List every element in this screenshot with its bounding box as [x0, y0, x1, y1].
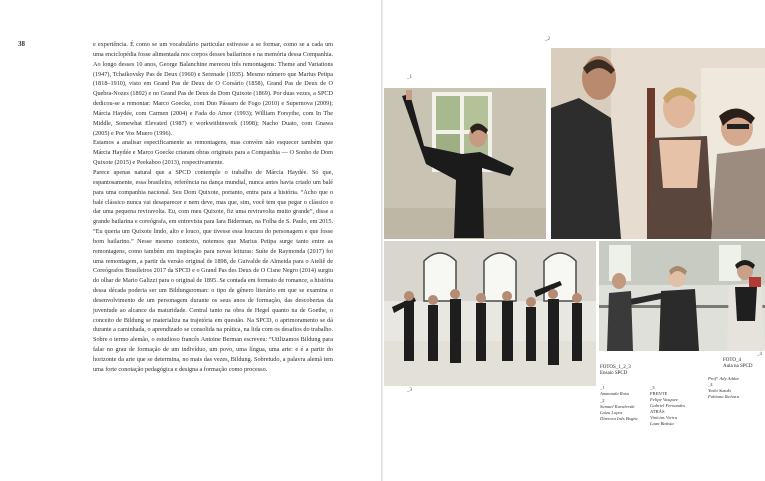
photo-4-label: _4	[757, 352, 762, 357]
caption-3-name: Vinícius Vieira	[650, 415, 678, 420]
caption-3-num: _3	[650, 385, 655, 390]
caption-3-lead: FRENTE	[650, 391, 668, 396]
caption-3-name: Luan Batista	[650, 421, 674, 426]
caption-2-name: Luiza Lopes	[600, 410, 623, 415]
caption-head-photo-4	[723, 358, 752, 370]
caption-head-photo-4-sub: Aula na SPCD	[723, 364, 753, 369]
caption-3-name: Felipe Vasquez	[650, 397, 678, 402]
body-text	[93, 40, 333, 375]
photo-2-label: _2	[545, 37, 550, 42]
caption-head-photos-123-sub: Ensaio SPCD	[600, 371, 628, 376]
photo-1-dancer-raised-arm	[384, 88, 546, 239]
caption-head-photo-4-title: FOTO_4	[723, 358, 741, 363]
caption-4	[708, 376, 739, 400]
caption-head-photos-123-title: FOTOS_1_2_3	[600, 365, 631, 370]
caption-2-name: Diretora Inês Bogéa	[600, 416, 638, 421]
page-gutter	[381, 0, 383, 481]
caption-3	[650, 385, 685, 427]
paragraph-1: e experiência. É como se um vocabulário particular estivesse a se formar, como se a cada um uma enciclopédia fosse alimentada nos corpos desses bailarinos e na memória dessa Companhia. Ao longo desses 10 anos, George Balanchine mereceu três remontagens: Theme and Variations (1947), Tchaikovsky Pas de Deux (1960) e Serenade (1935). Mesmo número que Marius Petipa (1818–1910), visto em Grand Pas de Deux de O Corsário (1858), Grand Pas de Deux de O Quebra-Nozes (1892) e no Grand Pas de Deux de Dom Quixote (1869). Por duas vezes, a SPCD dedicou-se a remontar: Marco Goecke, com Duo Pássaro de Fogo (2010) e Supernova (2009); Márcia Haydée, com Carmen (2004) e Fada do Amor (1993); William Forsythe, com In The Middle, Somewhat Elevated (1987) e workwithinwork (1998); Nacho Duato, com Gnawa (2005) e Por Vos Muero (1996).	[93, 41, 333, 137]
caption-2-name: Samuel Kavalerski	[600, 404, 635, 409]
caption-4-num: _4	[708, 382, 713, 387]
caption-head-photos-123	[600, 365, 631, 377]
caption-4-name: Fabiana Ikehara	[708, 394, 740, 399]
photo-1-label: _1	[407, 75, 412, 80]
photo-3-studio-rehearsal	[384, 241, 596, 386]
photo-3-label: _3	[407, 388, 412, 393]
caption-1-num: _1	[600, 385, 605, 390]
photo-4-class-barre	[599, 241, 765, 351]
caption-2	[600, 398, 638, 422]
caption-4-lead: Profª. Ady Addor	[708, 376, 740, 381]
caption-1-name: Ammanda Rosa	[600, 391, 629, 396]
caption-3-name: Gabriel Fernandes	[650, 403, 686, 408]
photo-2-group-rehearsal	[551, 48, 765, 239]
caption-3-name: ATRÁS	[650, 409, 665, 414]
caption-4-name: Yoshi Suzuki	[708, 388, 731, 393]
page-number: 38	[18, 40, 25, 48]
paragraph-3: Parece apenas natural que a SPCD contemple o trabalho de Márcia Haydée. Só que, espantosamente, essa brasileira, referência na dança mundial, nunca antes havia criado um balé para uma companhia nacional. Seu Dom Quixote, portanto, entra para a história. “Acho que o balé clássico nunca vai desaparecer e nem deve, mas que, sim, você tem que pegar o clássico e dar uma pequena reviravolta. Eu, com meu Quixote, fiz uma reviravolta muito grande”, disse a grande bailarina e coreógrafa, em entrevista para Iara Biderman, na Folha de S. Paulo, em 2015. “Eu queria um Quixote lindo, alto e louco, que tivesse essa loucura do personagem e que fosse bom bailarino.” Nesse mesmo contexto, notemos que Marius Petipa surge tanto entre as remontagens, como também em inspiração para novas leituras: Suíte de Raymonda (2017) foi uma remontagem, a partir da versão original de 1898, de Guivalde de Almeida para o Ateliê de Coreógrafos Brasileiros 2017 da SPCD e o Grand Pas des Deux de O Cisne Negro (2014) surgiu do olhar de Mario Galizzi para o original de 1895. Se contada em formato de romance, a história dessa década poderia ser um Bildungsroman: o tipo de gênero literário em que se examina o desenvolvimento de um personagem durante os seus anos de formação, das descobertas da juventude ao alcance da maturidade. Central tanto na obra de Hegel quanto na de Goethe, o conceito de Bildung se materializa na trajetória em questão. Na SPCD, o aprimoramento se dá durante a caminhada, o aprendizado se consolida na prática, na lida com os desafios do trabalho. Sobre o termo alemão, o estudioso francês Antoine Berman escreveu: “Utilizamos Bildung para falar no grau de formação de um indivíduo, um povo, uma língua, uma arte: e é a partir do horizonte da arte que se determina, no mais das vezes, Bildung. Sobretudo, a palavra alemã tem uma forte conotação pedagógica e designa a formação como processo.	[93, 168, 333, 373]
paragraph-2: Estamos a analisar especificamente as remontagens, mas convém não esquecer também que Márcia Haydée e Marco Goecke criaram obras originais para a Companhia — O Sonho de Dom Quixote (2015) e Peekaboo (2013), respectivamente.	[93, 139, 333, 167]
caption-1	[600, 385, 629, 397]
caption-2-num: _2	[600, 398, 605, 403]
